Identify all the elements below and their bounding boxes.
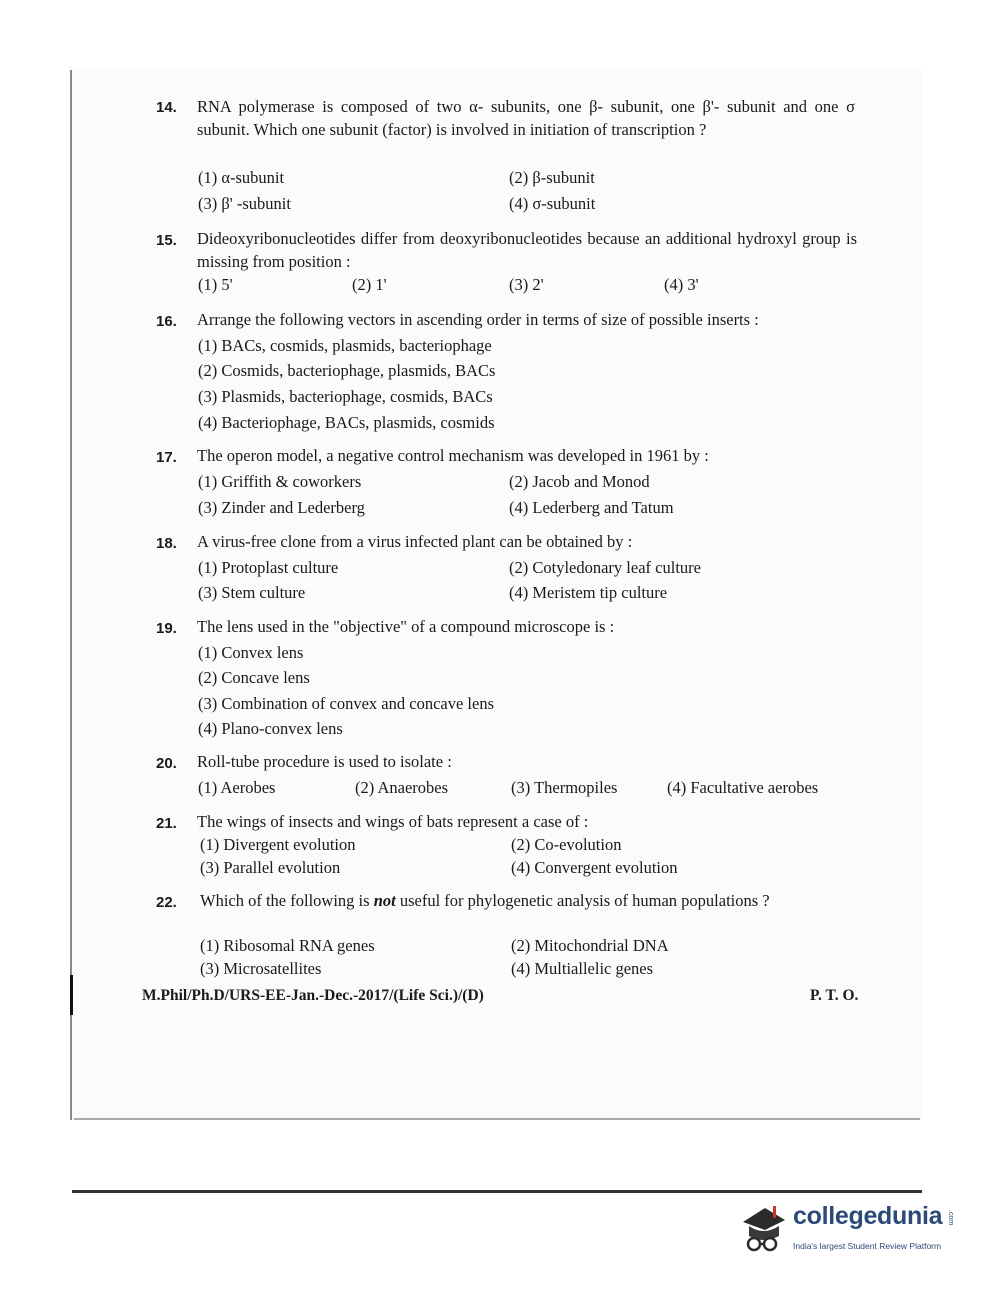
option-4: (4) σ-subunit xyxy=(509,194,596,213)
option-1: (1) α-subunit xyxy=(198,168,285,187)
option-1: (1) 5' xyxy=(198,275,233,294)
option-4: (4) Lederberg and Tatum xyxy=(509,498,674,517)
option-2: (2) β-subunit xyxy=(509,168,595,187)
question-number: 22. xyxy=(156,894,177,911)
question-stem: A virus-free clone from a virus infected plant can be obtained by : xyxy=(197,532,633,551)
question-stem: Roll-tube procedure is used to isolate : xyxy=(197,752,452,771)
question-stem: RNA polymerase is composed of two α- subunits, one β- subunit, one β'- subunit and one σ subunit. Which one subunit (factor) is involved in initiation of transcription ? xyxy=(197,97,855,139)
option-1: (1) Convex lens xyxy=(198,643,304,662)
option-4: (4) 3' xyxy=(664,275,699,294)
option-4: (4) Bacteriophage, BACs, plasmids, cosmids xyxy=(198,413,495,432)
question-stem: Dideoxyribonucleotides differ from deoxyribonucleotides because an additional hydroxyl group is missing from position : xyxy=(197,229,857,271)
option-4: (4) Meristem tip culture xyxy=(509,583,668,602)
question-stem: The wings of insects and wings of bats represent a case of : xyxy=(197,812,589,831)
question-stem xyxy=(200,889,858,912)
option-2: (2) Cotyledonary leaf culture xyxy=(509,558,701,577)
bottom-divider xyxy=(72,1190,922,1193)
question-number: 14. xyxy=(156,99,177,116)
option-1: (1) Ribosomal RNA genes xyxy=(200,936,375,955)
option-4: (4) Convergent evolution xyxy=(511,858,678,877)
please-turn-over: P. T. O. xyxy=(810,987,859,1004)
option-1: (1) Protoplast culture xyxy=(198,558,339,577)
logo-tagline: India's largest Student Review Platform xyxy=(793,1241,942,1251)
option-4: (4) Multiallelic genes xyxy=(511,959,654,978)
stem-emphasis: not xyxy=(373,891,396,910)
page-edge xyxy=(74,1118,920,1120)
question-stem: Arrange the following vectors in ascending order in terms of size of possible inserts : xyxy=(197,310,759,329)
paper-code: M.Phil/Ph.D/URS-EE-Jan.-Dec.-2017/(Life Sci.)/(D) xyxy=(142,987,484,1004)
option-3: (3) 2' xyxy=(509,275,544,294)
option-3: (3) Zinder and Lederberg xyxy=(198,498,365,517)
student-mascot-icon xyxy=(735,1200,791,1256)
option-2: (2) Concave lens xyxy=(198,668,310,687)
logo-domain-suffix: .com xyxy=(947,1210,954,1226)
option-2: (2) 1' xyxy=(352,275,387,294)
question-number: 20. xyxy=(156,755,177,772)
question-number: 17. xyxy=(156,449,177,466)
option-1: (1) Aerobes xyxy=(198,778,276,797)
question-number: 16. xyxy=(156,313,177,330)
option-1: (1) Griffith & coworkers xyxy=(198,472,362,491)
option-4: (4) Facultative aerobes xyxy=(667,778,819,797)
option-3: (3) Combination of convex and concave lens xyxy=(198,694,494,713)
logo-wordmark: collegedunia xyxy=(793,1202,943,1230)
option-3: (3) Thermopiles xyxy=(511,778,618,797)
option-3: (3) Parallel evolution xyxy=(200,858,341,877)
option-4: (4) Plano-convex lens xyxy=(198,719,343,738)
option-3: (3) Plasmids, bacteriophage, cosmids, BACs xyxy=(198,387,493,406)
question-number: 15. xyxy=(156,232,177,249)
question-number: 21. xyxy=(156,815,177,832)
question-number: 18. xyxy=(156,535,177,552)
question-number: 19. xyxy=(156,620,177,637)
option-1: (1) Divergent evolution xyxy=(200,835,356,854)
question-stem: The lens used in the "objective" of a compound microscope is : xyxy=(197,617,615,636)
option-1: (1) BACs, cosmids, plasmids, bacteriophage xyxy=(198,336,492,355)
option-2: (2) Anaerobes xyxy=(355,778,449,797)
stem-text: Which of the following is xyxy=(200,891,370,910)
option-3: (3) Microsatellites xyxy=(200,959,322,978)
question-stem: The operon model, a negative control mechanism was developed in 1961 by : xyxy=(197,446,709,465)
stem-text: useful for phylogenetic analysis of human populations ? xyxy=(399,891,770,910)
option-2: (2) Mitochondrial DNA xyxy=(511,936,669,955)
option-2: (2) Jacob and Monod xyxy=(509,472,650,491)
option-3: (3) Stem culture xyxy=(198,583,306,602)
option-2: (2) Co-evolution xyxy=(511,835,622,854)
option-2: (2) Cosmids, bacteriophage, plasmids, BACs xyxy=(198,361,496,380)
collegedunia-logo[interactable] xyxy=(735,1200,965,1260)
option-3: (3) β' -subunit xyxy=(198,194,291,213)
binding-mark xyxy=(70,975,73,1015)
